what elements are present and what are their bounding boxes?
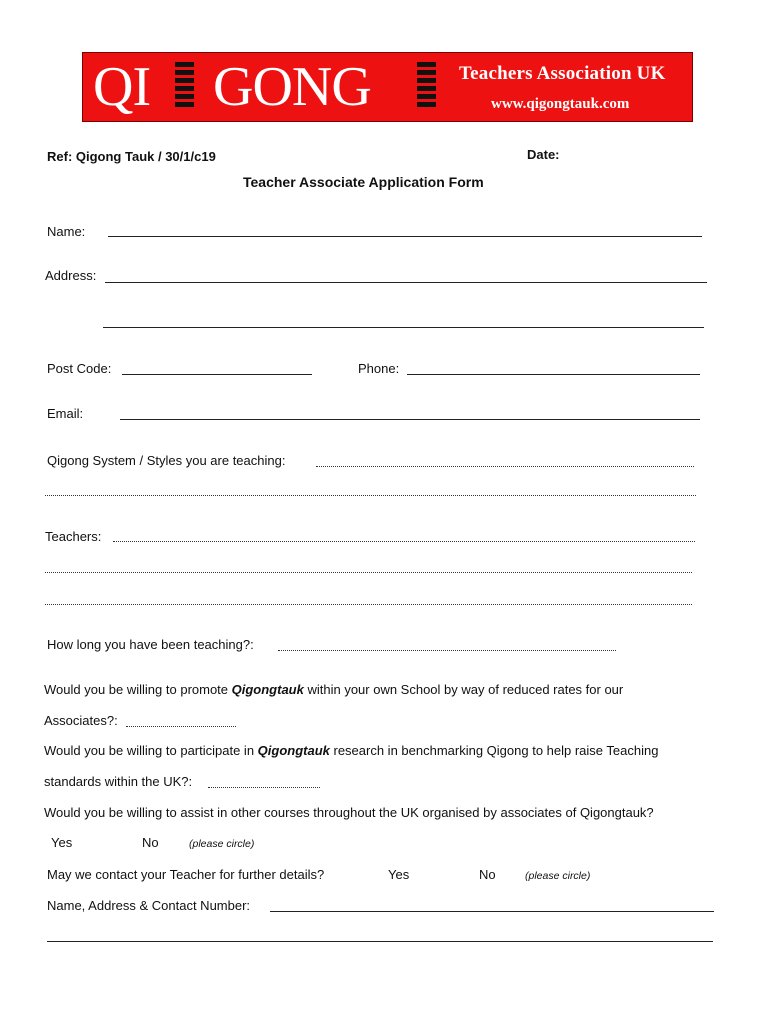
banner-url: www.qigongtauk.com [491, 96, 630, 112]
logo-bars-icon [175, 62, 194, 110]
teachers-label: Teachers: [45, 529, 102, 544]
postcode-field[interactable] [122, 374, 312, 375]
promote-answer-field[interactable] [126, 726, 236, 727]
assist-circle-note: (please circle) [189, 838, 255, 850]
reference-number: Ref: Qigong Tauk / 30/1/c19 [47, 149, 216, 164]
assist-yes-option[interactable]: Yes [51, 835, 73, 850]
email-label: Email: [47, 406, 84, 421]
address-field-line2[interactable] [103, 327, 704, 328]
question-promote [44, 682, 623, 697]
teachers-field-line1[interactable] [113, 541, 695, 542]
question-research-prefix: Would you be willing to participate in [44, 743, 258, 758]
address-field-line1[interactable] [105, 282, 707, 283]
question-promote-prefix: Would you be willing to promote [44, 682, 232, 697]
phone-label: Phone: [358, 361, 400, 376]
contact-circle-note: (please circle) [525, 870, 591, 882]
question-research [44, 743, 658, 758]
contact-details-label: Name, Address & Contact Number: [47, 898, 251, 913]
address-label: Address: [45, 268, 97, 283]
assist-no-option[interactable]: No [142, 835, 159, 850]
question-assist: Would you be willing to assist in other courses throughout the UK organised by associates of Qigongtauk? [44, 805, 654, 820]
brand-name: Qigongtauk [257, 743, 330, 758]
system-label: Qigong System / Styles you are teaching: [47, 453, 286, 468]
contact-no-option[interactable]: No [479, 867, 496, 882]
question-promote-line2: Associates?: [44, 713, 118, 728]
teachers-field-line3[interactable] [45, 604, 692, 605]
brand-name: Qigongtauk [231, 682, 304, 697]
contact-details-field-line1[interactable] [270, 911, 714, 912]
question-promote-suffix: within your own School by way of reduced rates for our [303, 682, 624, 697]
form-title: Teacher Associate Application Form [243, 174, 484, 190]
question-research-suffix: research in benchmarking Qigong to help raise Teaching [329, 743, 659, 758]
email-field[interactable] [120, 419, 700, 420]
contact-yes-option[interactable]: Yes [388, 867, 410, 882]
how-long-field[interactable] [278, 650, 616, 651]
system-field-line2[interactable] [45, 495, 696, 496]
phone-field[interactable] [407, 374, 700, 375]
header-banner [82, 52, 693, 122]
banner-title: Teachers Association UK [459, 63, 666, 84]
question-contact-teacher: May we contact your Teacher for further details? [47, 867, 325, 882]
teachers-field-line2[interactable] [45, 572, 692, 573]
name-field[interactable] [108, 236, 702, 237]
research-answer-field[interactable] [208, 787, 320, 788]
logo-gong-text: GONG [213, 56, 371, 118]
how-long-label: How long you have been teaching?: [47, 637, 254, 652]
logo-bars-icon-right [417, 62, 436, 110]
date-label: Date: [527, 147, 560, 162]
name-label: Name: [47, 224, 86, 239]
postcode-label: Post Code: [47, 361, 112, 376]
logo-qi-text: QI [93, 56, 151, 118]
contact-details-field-line2[interactable] [47, 941, 713, 942]
question-research-line2: standards within the UK?: [44, 774, 193, 789]
system-field-line1[interactable] [316, 466, 694, 467]
